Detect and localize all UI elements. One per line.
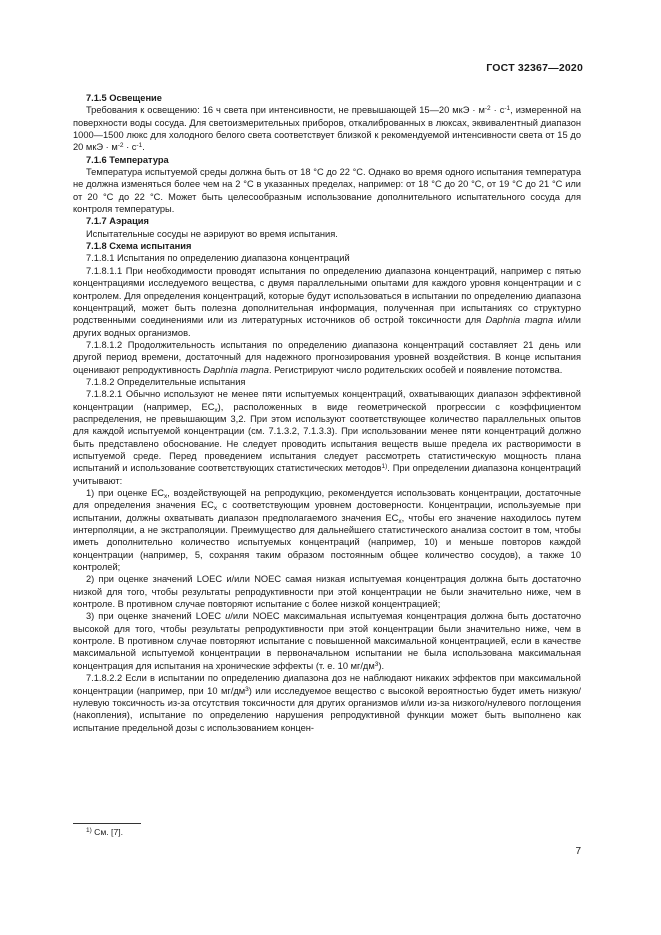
page-number: 7 (575, 846, 581, 857)
paragraph-7-1-8-1-2: 7.1.8.1.2 Продолжительность испытания по определению диапазона концентраций составляет 21 день или другой период времени, достаточный для надежного прогнозирования уровней воздействия. В конце испытания оценивают репродуктивность Daphnia magna. Регистрируют число родительских особей и появление потомства. (73, 339, 581, 375)
main-text (73, 92, 581, 734)
subsection-definitive-tests: 7.1.8.2 Определительные испытания (86, 376, 246, 387)
paragraph-7-1-8-2-1: 7.1.8.2.1 Обычно используют не менее пяти испытуемых концентраций, охватывающих диапазон эффективной концентрации (например, $EC_x$), расположенных в виде геометрической прогрессии с коэффициентом распределения, не превышающим 3,2. При этом используют соответствующее количество параллельных опытов для каждой испытуемой концентрации (см. 7.1.3.2, 7.1.3.3). При использовании менее пяти концентраций должно быть представлено обоснование. Не следует проводить испытания веществ выше предела их растворимости в испытуемой среде. Перед проведением испытания следует рассмотреть статистическую мощность плана испытаний и использование соответствующих статистических методов$^{1)}$. При определении диапазона концентраций учитывают: (73, 389, 581, 486)
paragraph-7-1-8-2-2: 7.1.8.2.2 Если в испытании по определению диапазона доз не наблюдают никаких эффектов при максимальной концентрации (например, при 10 $мг/дм^3$) или исследуемое вещество с высокой вероятностью будет иметь низкую/нулевую токсичность из-за отсутствия токсичности для других организмов и/или из-за низкого/нулевого поглощения (накопления), испытание по определению нарушения репродуктивной функции может быть выполнено как испытание предельной дозы с использованием концен- (73, 673, 581, 733)
section-heading-temperature: 7.1.6 Температура (86, 154, 169, 165)
subsection-range-finding: 7.1.8.1 Испытания по определению диапазона концентраций (86, 253, 350, 264)
section-heading-test-design: 7.1.8 Схема испытания (86, 241, 192, 252)
section-heading-lighting: 7.1.5 Освещение (86, 93, 162, 103)
paragraph-7-1-8-1-1: 7.1.8.1.1 При необходимости проводят испытания по определению диапазона концентраций, например с пятью концентрациями исследуемого вещества, с двумя параллельными опытами для каждого уровня концентрации и с контролем. Для определения концентраций, которые будут использоваться в испытании по определению диапазона концентраций, может быть полезна дополнительная информация, полученная при испытаниях со структурно родственными соединениями или из литературных источников об острой токсичности для Daphnia magna и/или других водных организмов. (73, 265, 581, 338)
paragraph-aeration: Испытательные сосуды не аэрируют во время испытания. (86, 228, 338, 239)
footnote-ref: 1) (381, 463, 388, 471)
list-item-1: 1) при оценке $EC_x$, воздействующей на репродукцию, рекомендуется использовать концентрации, достаточные для определения значения $EC_x$ с соответствующим уровнем достоверности. Концентрации, используемые при испытании, должны охватывать диапазон предполагаемого значения $EC_x$, чтобы его значение находилось путем интерполяции, а не экстраполяции. Преимущество для дальнейшего статистического анализа состоит в том, чтобы иметь дополнительно количество испытуемых концентраций (например, 10) и меньше повторов каждой концентрации (например, 5, сохраняя таким образом постоянным общее количество сосудов), а также 10 контролей; (73, 488, 581, 573)
list-item-2: 2) при оценке значений LOEC и/или NOEC самая низкая испытуемая концентрация должна быть достаточно низкой для того, чтобы результаты репродуктивности при этой концентрации не были значительно ниже, чем в контроле. В противном случае повторяют испытание с более низкой концентрацией; (73, 574, 581, 610)
standard-header: ГОСТ 32367—2020 (486, 62, 583, 74)
paragraph-temperature: Температура испытуемой среды должна быть от 18 °С до 22 °С. Однако во время одного испытания температура не должна изменяться более чем на 2 °С в указанных пределах, например: от 18 °С до 20 °С, от 19 °С до 21 °С или от 20 °С до 22 °С. Может быть целесообразным использование дополнительного испытательного сосуда для контроля температуры. (73, 167, 581, 215)
footnote: $^{1)}$ См. [7]. (86, 827, 124, 837)
list-item-3: 3) при оценке значений LOEC и/или NOEC максимальная испытуемая концентрация должна быть достаточно высокой для того, чтобы результаты репродуктивности при этой концентрации были значительно ниже, чем в контроле. В противном случае повторяют испытание с повышенной максимальной концентрацией, если в качестве максимальной испытуемой концентрации в первоначальном испытании не была использована максимальная концентрация для испытания на хронические эффекты (т. е. 10 $мг/дм^3$). (73, 611, 581, 671)
section-heading-aeration: 7.1.7 Аэрация (86, 216, 149, 227)
paragraph-lighting: Требования к освещению: 16 ч света при интенсивности, не превышающей 15—20 мкЭ · $м^{-2} \cdot с^{-1}$, измеренной на поверхности воды сосуда. Для светоизмерительных приборов, откалиброванных в люксах, эквивалентный диапазон 1000—1500 люкс для холодного белого света соответствует близкой к рекомендуемой интенсивности света от 15 до 20 мкЭ · $м^{-2} \cdot с^{-1}$. (73, 105, 581, 153)
footnote-divider (73, 823, 141, 824)
